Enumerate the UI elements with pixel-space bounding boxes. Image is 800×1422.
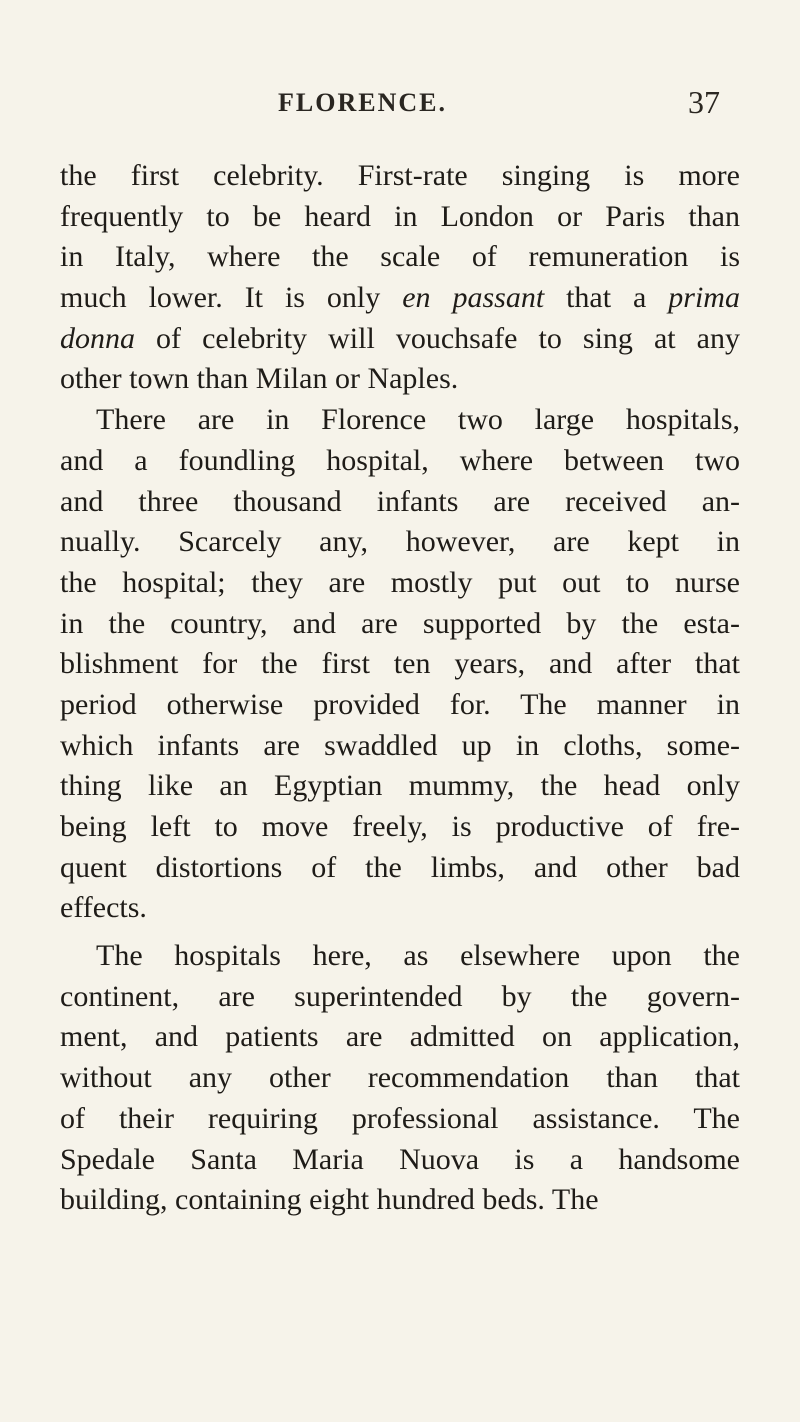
text-segment: much lower. It is only bbox=[60, 281, 403, 315]
page-number: 37 bbox=[688, 84, 720, 120]
text-line: blishment for the first ten years, and after that bbox=[60, 647, 740, 681]
text-line: being left to move freely, is productive of fre- bbox=[60, 810, 740, 843]
text-line: There are in Florence two large hospitals, bbox=[96, 403, 740, 437]
text-line: in the country, and are supported by the esta- bbox=[60, 606, 740, 640]
italic-text: en passant bbox=[402, 281, 545, 315]
italic-text: prima bbox=[668, 281, 740, 315]
text-line: thing like an Egyptian mummy, the head only bbox=[60, 769, 740, 803]
text-line: quent distortions of the limbs, and other bad bbox=[60, 850, 740, 884]
body-text bbox=[60, 156, 740, 1221]
text-line: without any other recommendation than that bbox=[60, 1061, 740, 1095]
text-segment: that a bbox=[544, 281, 669, 315]
text-line-with-italics bbox=[60, 278, 740, 319]
running-title: FLORENCE. bbox=[278, 88, 447, 117]
text-line: the hospital; they are mostly put out to nurse bbox=[60, 565, 740, 599]
text-line: the first celebrity. First-rate singing is more bbox=[60, 159, 740, 192]
italic-text: donna bbox=[60, 321, 135, 355]
text-line: building, containing eight hundred beds. The bbox=[60, 1183, 599, 1217]
text-line: period otherwise provided for. The manner in bbox=[60, 687, 740, 721]
text-line: other town than Milan or Naples. bbox=[60, 362, 459, 396]
text-line: in Italy, where the scale of remuneration is bbox=[60, 240, 740, 274]
text-line: The hospitals here, as elsewhere upon the bbox=[96, 939, 740, 973]
running-head bbox=[278, 84, 720, 128]
text-segment: of celebrity will vouchsafe to sing at any bbox=[135, 321, 740, 355]
text-line: ment, and patients are admitted on application, bbox=[60, 1020, 740, 1054]
text-line: continent, are superintended by the govern- bbox=[60, 979, 740, 1013]
text-line: and three thousand infants are received an- bbox=[60, 484, 740, 518]
text-line: nually. Scarcely any, however, are kept in bbox=[60, 525, 740, 559]
text-line: frequently to be heard in London or Paris than bbox=[60, 199, 740, 233]
text-line: which infants are swaddled up in cloths, some- bbox=[60, 728, 740, 762]
text-line: Spedale Santa Maria Nuova is a handsome bbox=[60, 1142, 740, 1176]
text-line-with-italics bbox=[60, 319, 740, 360]
text-line: of their requiring professional assistance. The bbox=[60, 1101, 740, 1135]
text-line: effects. bbox=[60, 891, 147, 925]
text-line: and a foundling hospital, where between two bbox=[60, 443, 740, 477]
